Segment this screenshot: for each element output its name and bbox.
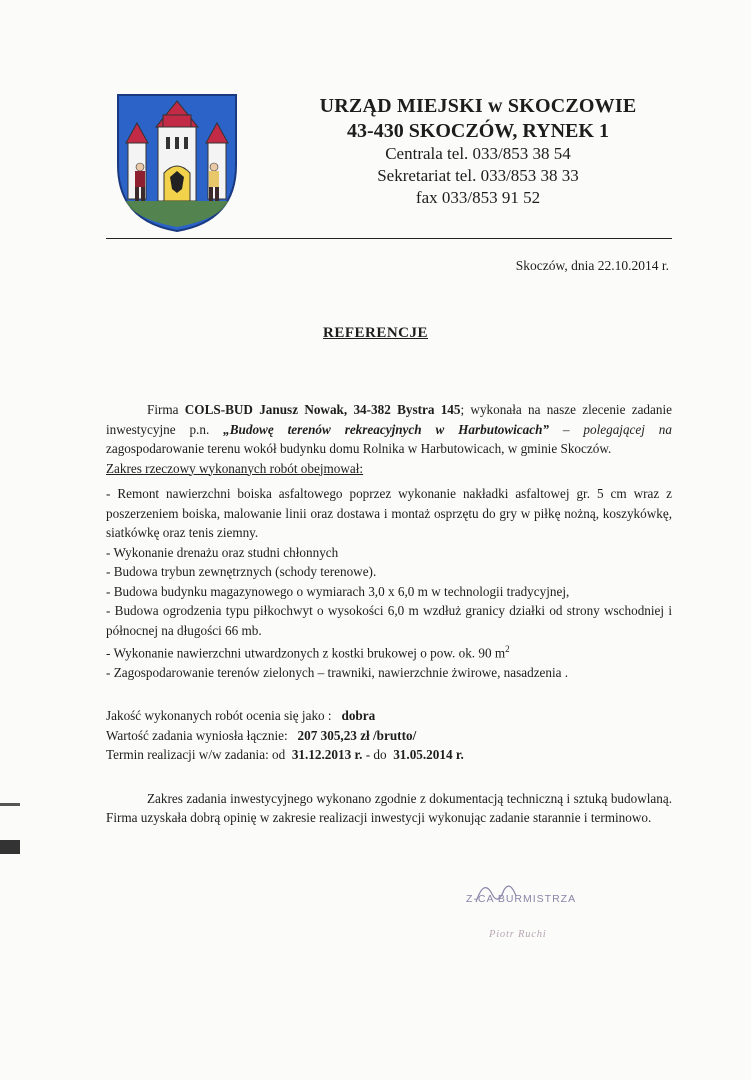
term-to: 31.05.2014 r. (393, 747, 464, 763)
letter-body (106, 400, 672, 828)
project-name: „Budowę terenów rekreacyjnych w Harbutowicach” (223, 421, 550, 437)
quality-value: dobra (341, 708, 376, 724)
intro-text: – polegającej na (549, 421, 672, 437)
scope-title: Zakres rzeczowy wykonanych robót obejmował: (106, 460, 364, 476)
task-item: - Remont nawierzchni boiska asfaltowego poprzez wykonanie nakładki asfaltowej gr. 5 cm wraz z poszerzeniem boiska, malowanie linii oraz dostawa i montaż osprzętu do gry w piłkę nożną, koszykówkę, siatkówkę oraz tenis ziemny. (106, 486, 672, 540)
task-item: - Zagospodarowanie terenów zielonych – trawniki, nawierzchnie żwirowe, nasadzenia . (106, 664, 569, 680)
task-item: - Budowa trybun zewnętrznych (schody terenowe). (106, 564, 377, 579)
intro-paragraph (106, 400, 672, 459)
closing-paragraph: Zakres zadania inwestycyjnego wykonano zgodnie z dokumentacją techniczną i sztuką budowlaną. Firma uzyskała dobrą opinię w zakresie realizacji inwestycji wykonując zadanie starannie i terminowo. (106, 790, 672, 826)
coat-of-arms-icon (116, 93, 238, 233)
quality-line (106, 706, 672, 726)
intro-text: Firma (147, 402, 185, 417)
company-name: COLS-BUD Janusz Nowak, 34-382 Bystra 145 (184, 402, 461, 417)
signatory-role: Z-CA BURMISTRZA (466, 893, 577, 905)
org-address: 43-430 SKOCZÓW, RYNEK 1 (347, 120, 609, 142)
phone-central: Centrala tel. 033/853 38 54 (385, 144, 571, 163)
term-from: 31.12.2013 r. (291, 747, 363, 763)
value-label: Wartość zadania wyniosła łącznie: (106, 727, 288, 743)
scan-edge-mark (0, 840, 20, 854)
date-line: Skoczów, dnia 22.10.2014 r. (515, 258, 669, 273)
header-divider (106, 238, 672, 239)
task-item (106, 640, 672, 663)
value-amount: 207 305,23 zł /brutto/ (297, 727, 417, 743)
task-item: - Budowa ogrodzenia typu piłkochwyt o wysokości 6,0 m wzdłuż granicy działki od strony wschodniej i północnej na długości 66 mb. (106, 603, 672, 638)
quality-label: Jakość wykonanych robót ocenia się jako : (106, 708, 332, 724)
value-line (106, 726, 672, 746)
task-item: - Budowa budynku magazynowego o wymiarach 3,0 x 6,0 m w technologii tradycyjnej, (106, 583, 570, 599)
letterhead (258, 94, 698, 209)
signatory-name: Piotr Ruchi (489, 929, 547, 940)
superscript: 2 (505, 644, 510, 654)
intro-text: zagospodarowanie terenu wokół budynku domu Rolnika w Harbutowicach, w gminie Skoczów. (106, 441, 612, 456)
task-text: - Wykonanie nawierzchni utwardzonych z kostki brukowej o pow. ok. 90 m (106, 645, 506, 661)
phone-secretariat: Sekretariat tel. 033/853 38 33 (377, 166, 579, 185)
org-name: URZĄD MIEJSKI w SKOCZOWIE (319, 95, 637, 117)
document-title: REFERENCJE (322, 325, 428, 341)
intro-text: ; wykonała na nasze zlecenie zadanie inwestycyjne p.n. (106, 402, 672, 437)
scan-edge-mark (0, 803, 20, 806)
term-line (106, 745, 672, 765)
term-separator: - do (365, 747, 387, 763)
term-label: Termin realizacji w/w zadania: od (106, 747, 286, 763)
fax-number: fax 033/853 91 52 (415, 188, 541, 207)
task-item: - Wykonanie drenażu oraz studni chłonnych (106, 544, 339, 560)
